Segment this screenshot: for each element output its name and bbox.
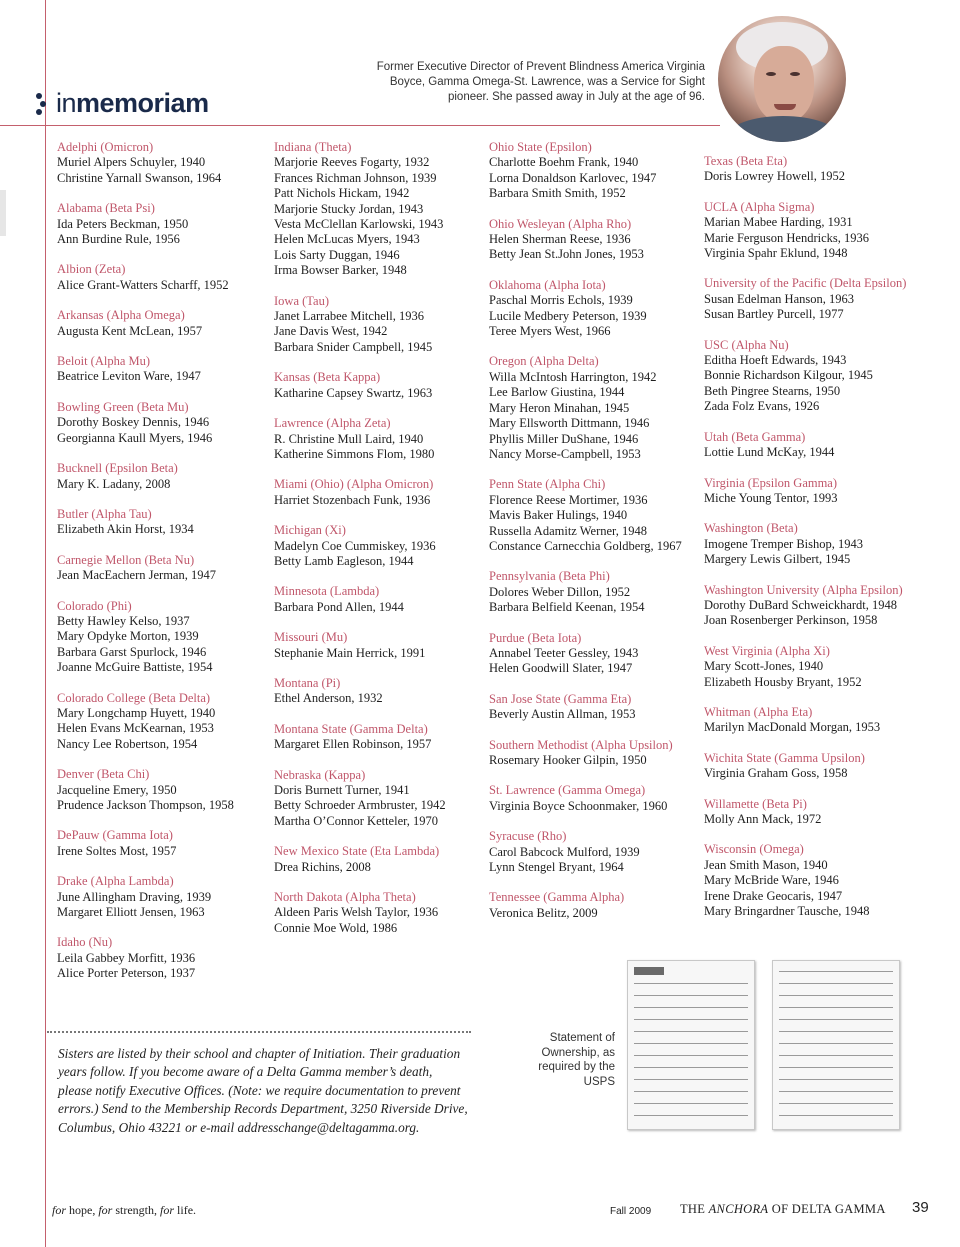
member-name: Mary Opdyke Morton, 1939 (57, 629, 199, 644)
member-name: Betty Jean St.John Jones, 1953 (489, 247, 644, 262)
chapter-heading: Lawrence (Alpha Zeta) (274, 416, 391, 431)
chapter-entry (57, 140, 269, 186)
member-name: Joan Rosenberger Perkinson, 1958 (704, 613, 878, 628)
member-name: Barbara Pond Allen, 1944 (274, 599, 404, 614)
member-name: Drea Richins, 2008 (274, 859, 371, 874)
member-name: Christine Yarnall Swanson, 1964 (57, 170, 222, 185)
member-name: Lorna Donaldson Karlovec, 1947 (489, 170, 657, 185)
memoriam-column-2 (274, 140, 486, 951)
member-name: Lynn Stengel Bryant, 1964 (489, 860, 624, 875)
submission-note: Sisters are listed by their school and chapter of Initiation. Their graduation years follow. If you become aware of a Delta Gamma member’s death, please notify Executive Offices. (Note: we require documentation to prevent errors.) Send to the Membership Records Department, 3250 Riverside Drive, Columbus, Ohio 43221 or e-mail addresschange@deltagamma.org. (58, 1046, 468, 1135)
chapter-heading: Carnegie Mellon (Beta Nu) (57, 552, 195, 567)
tagline-life: life. (174, 1203, 197, 1217)
chapter-entry (489, 829, 701, 875)
member-name: Connie Moe Wold, 1986 (274, 920, 398, 935)
member-name: Marjorie Reeves Fogarty, 1932 (274, 155, 430, 170)
chapter-heading: Washington University (Alpha Epsilon) (704, 582, 903, 597)
chapter-heading: Purdue (Beta Iota) (489, 630, 582, 645)
member-name: Dorothy Boskey Dennis, 1946 (57, 415, 210, 430)
title-bold: memoriam (76, 88, 209, 118)
chapter-entry (57, 599, 269, 676)
chapter-entry (274, 584, 486, 615)
member-name: Helen McLucas Myers, 1943 (274, 232, 420, 247)
member-name: Willa McIntosh Harrington, 1942 (489, 369, 657, 384)
member-name: Janet Larrabee Mitchell, 1936 (274, 309, 424, 324)
chapter-entry (704, 276, 934, 322)
member-name: Betty Lamb Eagleson, 1944 (274, 553, 414, 568)
member-name: Mary McBride Ware, 1946 (704, 873, 839, 888)
portrait-photo (718, 16, 846, 142)
chapter-heading: Michigan (Xi) (274, 523, 346, 538)
member-name: Dolores Weber Dillon, 1952 (489, 584, 631, 599)
chapter-entry (489, 738, 701, 769)
member-name: Marian Mabee Harding, 1931 (704, 215, 853, 230)
chapter-entry (704, 521, 934, 567)
chapter-heading: Kansas (Beta Kappa) (274, 370, 381, 385)
member-name: Martha O’Connor Ketteler, 1970 (274, 813, 439, 828)
member-name: Rosemary Hooker Gilpin, 1950 (489, 753, 647, 767)
page-edge-mark (0, 190, 6, 236)
chapter-heading: Idaho (Nu) (57, 935, 113, 950)
member-name: Mary Heron Minahan, 1945 (489, 400, 630, 415)
chapter-heading: San Jose State (Gamma Eta) (489, 691, 632, 706)
chapter-entry (704, 430, 934, 461)
member-name: Annabel Teeter Gessley, 1943 (489, 645, 639, 660)
chapter-heading: DePauw (Gamma Iota) (57, 828, 173, 843)
member-name: Alice Porter Peterson, 1937 (57, 966, 196, 981)
member-name: Muriel Alpers Schuyler, 1940 (57, 155, 206, 170)
member-name: Ethel Anderson, 1932 (274, 691, 383, 706)
member-name: Leila Gabbey Morfitt, 1936 (57, 950, 196, 965)
member-name: Georgianna Kaull Myers, 1946 (57, 430, 213, 445)
member-name: Susan Bartley Purcell, 1977 (704, 307, 844, 322)
member-name: Betty Hawley Kelso, 1937 (57, 613, 190, 628)
tagline-hope: hope, (66, 1203, 99, 1217)
chapter-heading: Virginia (Epsilon Gamma) (704, 475, 838, 490)
chapter-heading: Oregon (Alpha Delta) (489, 354, 599, 369)
chapter-heading: Montana (Pi) (274, 675, 341, 690)
chapter-entry (57, 507, 269, 538)
chapter-heading: UCLA (Alpha Sigma) (704, 199, 815, 214)
chapter-heading: Ohio State (Epsilon) (489, 140, 592, 154)
chapter-heading: Colorado College (Beta Delta) (57, 690, 211, 705)
tagline-for-3: for (160, 1203, 175, 1217)
member-name: Dorothy DuBard Schweickhardt, 1948 (704, 597, 898, 612)
chapter-entry (57, 262, 269, 293)
member-name: Joanne McGuire Battiste, 1954 (57, 660, 213, 675)
member-name: Doris Burnett Turner, 1941 (274, 783, 410, 797)
member-name: Russella Adamitz Werner, 1948 (489, 523, 647, 538)
chapter-entry (489, 783, 701, 814)
member-name: Mavis Baker Hulings, 1940 (489, 508, 628, 523)
chapter-entry (57, 767, 269, 813)
chapter-heading: Whitman (Alpha Eta) (704, 704, 813, 719)
magazine-name (680, 1202, 886, 1217)
member-name: Virginia Boyce Schoonmaker, 1960 (489, 798, 668, 813)
chapter-entry (704, 705, 934, 736)
chapter-entry (57, 935, 269, 981)
chapter-heading: Utah (Beta Gamma) (704, 429, 806, 444)
member-name: Elizabeth Housby Bryant, 1952 (704, 674, 862, 689)
member-name: Paschal Morris Echols, 1939 (489, 293, 633, 308)
chapter-heading: Syracuse (Rho) (489, 829, 567, 844)
chapter-entry (704, 338, 934, 415)
member-name: Margery Lewis Gilbert, 1945 (704, 552, 851, 567)
member-name: Virginia Spahr Eklund, 1948 (704, 246, 848, 261)
member-name: Nancy Lee Robertson, 1954 (57, 736, 198, 751)
chapter-entry (704, 751, 934, 782)
footer-tagline (52, 1203, 196, 1218)
ownership-statement-form-page-1 (627, 960, 755, 1130)
chapter-heading: Iowa (Tau) (274, 293, 329, 308)
member-name: Editha Hoeft Edwards, 1943 (704, 353, 847, 368)
chapter-entry (489, 569, 701, 615)
chapter-entry (489, 140, 701, 202)
chapter-entry (57, 828, 269, 859)
issue-label: Fall 2009 (610, 1206, 652, 1217)
member-name: Imogene Tremper Bishop, 1943 (704, 536, 864, 551)
chapter-heading: Bucknell (Epsilon Beta) (57, 461, 178, 476)
magazine-name-pre: THE (680, 1202, 709, 1216)
member-name: Carol Babcock Mulford, 1939 (489, 844, 640, 859)
chapter-heading: Washington (Beta) (704, 521, 798, 536)
member-name: Harriet Stozenbach Funk, 1936 (274, 492, 431, 507)
magazine-name-italic: ANCHORA (708, 1202, 769, 1216)
member-name: Katherine Simmons Flom, 1980 (274, 446, 435, 461)
member-name: Jacqueline Emery, 1950 (57, 782, 177, 797)
member-name: Miche Young Tentor, 1993 (704, 490, 838, 505)
chapter-entry (489, 890, 701, 921)
member-name: Marjorie Stucky Jordan, 1943 (274, 201, 424, 216)
chapter-heading: New Mexico State (Eta Lambda) (274, 844, 440, 859)
member-name: Helen Evans McKearnan, 1953 (57, 721, 214, 736)
member-name: Mary Scott-Jones, 1940 (704, 659, 824, 674)
chapter-heading: Butler (Alpha Tau) (57, 506, 152, 521)
chapter-heading: Arkansas (Alpha Omega) (57, 308, 185, 323)
chapter-heading: Montana State (Gamma Delta) (274, 721, 428, 736)
member-name: Susan Edelman Hanson, 1963 (704, 291, 854, 306)
left-margin-rule (45, 0, 46, 1247)
member-name: Ann Burdine Rule, 1956 (57, 232, 180, 247)
chapter-heading: Wichita State (Gamma Upsilon) (704, 750, 865, 765)
chapter-heading: Nebraska (Kappa) (274, 767, 366, 782)
chapter-entry (57, 691, 269, 753)
member-name: Madelyn Coe Cummiskey, 1936 (274, 538, 436, 553)
member-name: Lois Sarty Duggan, 1946 (274, 247, 400, 262)
member-name: Doris Lowrey Howell, 1952 (704, 169, 845, 184)
chapter-entry (57, 308, 269, 339)
member-name: Barbara Smith Smith, 1952 (489, 186, 626, 201)
chapter-heading: Adelphi (Omicron) (57, 140, 154, 154)
chapter-heading: Albion (Zeta) (57, 262, 126, 277)
chapter-heading: Drake (Alpha Lambda) (57, 874, 174, 889)
member-name: Florence Reese Mortimer, 1936 (489, 492, 648, 507)
member-name: Helen Goodwill Slater, 1947 (489, 661, 633, 676)
member-name: Stephanie Main Herrick, 1991 (274, 645, 426, 660)
chapter-entry (274, 370, 486, 401)
chapter-entry (274, 294, 486, 356)
member-name: Beverly Austin Allman, 1953 (489, 707, 636, 722)
bullet-dots-icon (36, 91, 46, 117)
chapter-entry (57, 461, 269, 492)
member-name: Augusta Kent McLean, 1957 (57, 323, 203, 338)
chapter-entry (274, 140, 486, 279)
member-name: Irene Soltes Most, 1957 (57, 843, 177, 858)
member-name: Frances Richman Johnson, 1939 (274, 170, 437, 185)
chapter-heading: Alabama (Beta Psi) (57, 201, 155, 216)
magazine-name-post: OF DELTA GAMMA (768, 1202, 886, 1216)
chapter-heading: Denver (Beta Chi) (57, 767, 150, 782)
chapter-entry (57, 201, 269, 247)
chapter-entry (704, 583, 934, 629)
chapter-heading: Missouri (Mu) (274, 630, 348, 645)
member-name: Lottie Lund McKay, 1944 (704, 445, 835, 460)
member-name: Margaret Elliott Jensen, 1963 (57, 905, 205, 920)
usps-caption: Statement of Ownership, as required by the USPS (538, 1032, 615, 1088)
member-name: Charlotte Boehm Frank, 1940 (489, 155, 639, 170)
chapter-entry (274, 416, 486, 462)
chapter-entry (489, 278, 701, 340)
chapter-heading: North Dakota (Alpha Theta) (274, 890, 416, 905)
member-name: Molly Ann Mack, 1972 (704, 812, 822, 826)
chapter-entry (274, 676, 486, 707)
chapter-entry (489, 354, 701, 462)
member-name: Beth Pingree Stearns, 1950 (704, 383, 841, 398)
member-name: Mary Longchamp Huyett, 1940 (57, 705, 216, 720)
member-name: Teree Myers West, 1966 (489, 324, 611, 339)
chapter-entry (704, 797, 934, 828)
memoriam-column-4 (704, 154, 934, 934)
chapter-heading: Willamette (Beta Pi) (704, 796, 807, 811)
chapter-entry (57, 400, 269, 446)
tagline-strength: strength, (112, 1203, 161, 1217)
member-name: Elizabeth Akin Horst, 1934 (57, 522, 194, 537)
member-name: Prudence Jackson Thompson, 1958 (57, 798, 234, 812)
chapter-heading: Southern Methodist (Alpha Upsilon) (489, 737, 673, 752)
member-name: Nancy Morse-Campbell, 1953 (489, 446, 641, 461)
memoriam-column-1 (57, 140, 269, 997)
member-name: Vesta McClellan Karlowski, 1943 (274, 217, 444, 232)
member-name: Mary Bringardner Tausche, 1948 (704, 904, 870, 919)
member-name: Betty Schroeder Armbruster, 1942 (274, 798, 446, 813)
member-name: Lee Barlow Giustina, 1944 (489, 385, 625, 400)
member-name: Aldeen Paris Welsh Taylor, 1936 (274, 905, 439, 920)
dotted-divider (47, 1031, 471, 1033)
chapter-heading: USC (Alpha Nu) (704, 337, 789, 352)
member-name: Irene Drake Geocaris, 1947 (704, 888, 843, 903)
chapter-entry (57, 874, 269, 920)
chapter-entry (274, 630, 486, 661)
chapter-entry (489, 477, 701, 554)
member-name: R. Christine Mull Laird, 1940 (274, 431, 424, 446)
chapter-entry (274, 523, 486, 569)
chapter-entry (489, 692, 701, 723)
header-rule (0, 125, 720, 126)
chapter-heading: Indiana (Theta) (274, 140, 352, 154)
member-name: Zada Folz Evans, 1926 (704, 399, 820, 414)
member-name: Phyllis Miller DuShane, 1946 (489, 431, 639, 446)
chapter-entry (704, 476, 934, 507)
member-name: Barbara Garst Spurlock, 1946 (57, 644, 207, 659)
member-name: Veronica Belitz, 2009 (489, 905, 598, 920)
chapter-entry (704, 842, 934, 919)
chapter-entry (489, 217, 701, 263)
chapter-heading: University of the Pacific (Delta Epsilon) (704, 276, 907, 291)
tagline-for-1: for (52, 1203, 67, 1217)
member-name: Virginia Graham Goss, 1958 (704, 766, 848, 781)
chapter-heading: Penn State (Alpha Chi) (489, 477, 606, 492)
chapter-heading: Miami (Ohio) (Alpha Omicron) (274, 477, 434, 492)
member-name: Marie Ferguson Hendricks, 1936 (704, 230, 870, 245)
chapter-entry (274, 722, 486, 753)
chapter-entry (57, 354, 269, 385)
chapter-entry (704, 154, 934, 185)
member-name: Barbara Belfield Keenan, 1954 (489, 600, 645, 615)
member-name: Patt Nichols Hickam, 1942 (274, 186, 410, 201)
member-name: Bonnie Richardson Kilgour, 1945 (704, 368, 873, 383)
page-number: 39 (912, 1199, 929, 1216)
chapter-heading: St. Lawrence (Gamma Omega) (489, 783, 646, 798)
member-name: Beatrice Leviton Ware, 1947 (57, 369, 201, 384)
member-name: Barbara Snider Campbell, 1945 (274, 339, 433, 354)
chapter-entry (274, 890, 486, 936)
tagline-for-2: for (98, 1203, 113, 1217)
member-name: Marilyn MacDonald Morgan, 1953 (704, 720, 881, 735)
memoriam-column-3 (489, 140, 701, 936)
title-light: in (56, 88, 77, 118)
chapter-heading: Oklahoma (Alpha Iota) (489, 277, 606, 292)
member-name: Jean Smith Mason, 1940 (704, 857, 828, 872)
photo-caption: Former Executive Director of Prevent Blindness America Virginia Boyce, Gamma Omega-St. Lawrence, was a Service for Sight pioneer. She passed away in July at the age of 96. (376, 61, 705, 103)
chapter-heading: Texas (Beta Eta) (704, 154, 788, 168)
chapter-entry (704, 200, 934, 262)
chapter-heading: Tennessee (Gamma Alpha) (489, 890, 625, 905)
chapter-heading: Bowling Green (Beta Mu) (57, 399, 189, 414)
chapter-heading: Pennsylvania (Beta Phi) (489, 569, 610, 584)
member-name: Irma Bowser Barker, 1948 (274, 263, 407, 278)
member-name: Alice Grant-Watters Scharff, 1952 (57, 277, 229, 292)
ownership-statement-form-page-2 (772, 960, 900, 1130)
chapter-entry (57, 553, 269, 584)
member-name: Margaret Ellen Robinson, 1957 (274, 737, 432, 752)
chapter-entry (489, 631, 701, 677)
chapter-heading: Beloit (Alpha Mu) (57, 354, 151, 369)
member-name: Ida Peters Beckman, 1950 (57, 216, 189, 231)
member-name: Katharine Capsey Swartz, 1963 (274, 385, 433, 400)
chapter-heading: Ohio Wesleyan (Alpha Rho) (489, 216, 632, 231)
member-name: Jean MacEachern Jerman, 1947 (57, 568, 216, 583)
member-name: Lucile Medbery Peterson, 1939 (489, 308, 647, 323)
chapter-entry (274, 768, 486, 830)
member-name: Jane Davis West, 1942 (274, 324, 388, 339)
member-name: Constance Carnecchia Goldberg, 1967 (489, 538, 682, 553)
member-name: June Allingham Draving, 1939 (57, 889, 212, 904)
chapter-heading: Colorado (Phi) (57, 598, 132, 613)
chapter-heading: West Virginia (Alpha Xi) (704, 643, 830, 658)
member-name: Mary K. Ladany, 2008 (57, 476, 171, 491)
chapter-heading: Minnesota (Lambda) (274, 584, 380, 599)
chapter-heading: Wisconsin (Omega) (704, 842, 804, 857)
member-name: Mary Ellsworth Dittmann, 1946 (489, 416, 650, 431)
chapter-entry (704, 644, 934, 690)
chapter-entry (274, 844, 486, 875)
member-name: Helen Sherman Reese, 1936 (489, 232, 631, 247)
section-title (36, 88, 209, 119)
chapter-entry (274, 477, 486, 508)
